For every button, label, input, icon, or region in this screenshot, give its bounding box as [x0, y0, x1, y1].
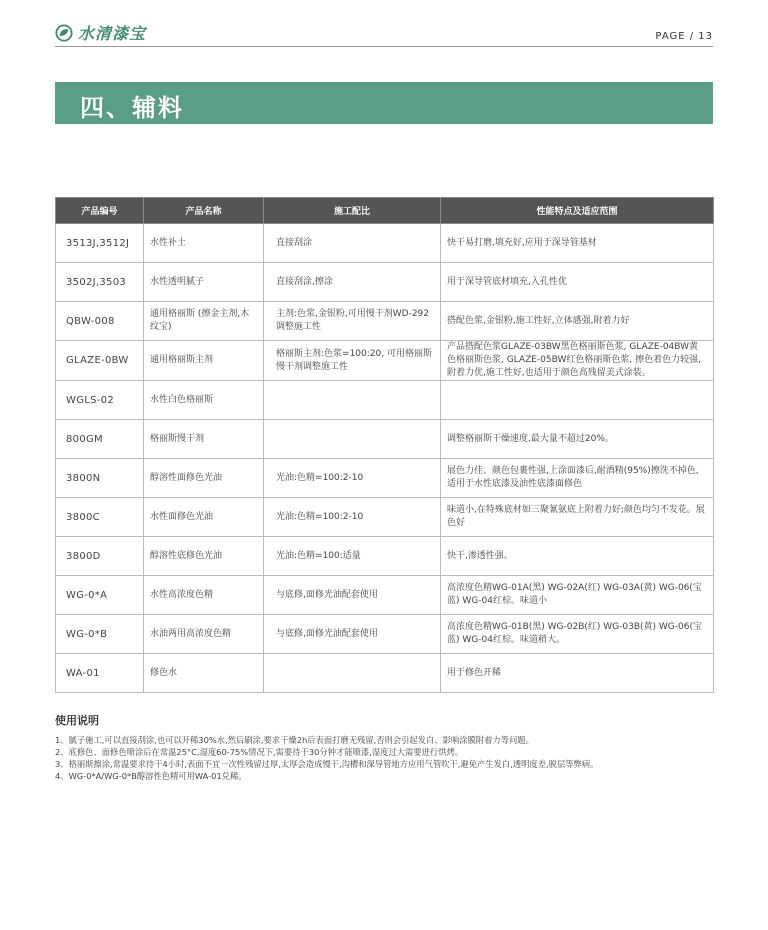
product-table: [55, 197, 714, 693]
cell-feature: 高浓度色精WG-01A(黑) WG-02A(红) WG-03A(黄) WG-06(宝蓝) WG-04红棕。味道小: [441, 576, 714, 615]
cell-code: WGLS-02: [56, 381, 144, 420]
cell-mix: 光油:色精=100:2-10: [264, 459, 441, 498]
cell-code: WG-0*A: [56, 576, 144, 615]
cell-feature: 高浓度色精WG-01B(黑) WG-02B(红) WG-03B(黄) WG-06(宝蓝) WG-04红棕。味道稍大。: [441, 615, 714, 654]
cell-code: WA-01: [56, 654, 144, 693]
cell-name: 水性白色格丽斯: [144, 381, 264, 420]
cell-code: QBW-008: [56, 302, 144, 341]
cell-name: 水性高浓度色精: [144, 576, 264, 615]
usage-notes: [55, 712, 735, 782]
cell-code: 800GM: [56, 420, 144, 459]
cell-name: 修色水: [144, 654, 264, 693]
cell-mix: 直接刮涂,擦涂: [264, 263, 441, 302]
cell-feature: 快干,渗透性强。: [441, 537, 714, 576]
cell-feature: 用于修色开稀: [441, 654, 714, 693]
note-item: 1、腻子施工,可以直接刮涂,也可以开稀30%水,然后刷涂,要求干燥2h后表面打磨无残留,否则会引起发白、影响涂膜附着力等问题。: [55, 735, 534, 745]
cell-mix: [264, 654, 441, 693]
table-row: [56, 459, 714, 498]
cell-feature: [441, 381, 714, 420]
note-item: 4、WG-0*A/WG-0*B醇溶性色精可用WA-01兑稀。: [55, 771, 247, 781]
table-row: [56, 537, 714, 576]
cell-name: 水性补土: [144, 224, 264, 263]
cell-mix: 主剂:色浆,金银粉,可用慢干剂WD-292调整施工性: [264, 302, 441, 341]
column-header-feature: 性能特点及适应范围: [441, 198, 714, 224]
table-header-row: [56, 198, 714, 224]
section-banner: [55, 82, 713, 124]
cell-code: 3502J,3503: [56, 263, 144, 302]
cell-code: GLAZE-0BW: [56, 341, 144, 381]
column-header-name: 产品名称: [144, 198, 264, 224]
page-header: [55, 21, 713, 47]
table-row: [56, 224, 714, 263]
table-row: [56, 615, 714, 654]
leaf-circle-icon: [55, 24, 73, 42]
cell-mix: 格丽斯主剂:色浆=100:20, 可用格丽斯慢干剂调整施工性: [264, 341, 441, 381]
cell-code: WG-0*B: [56, 615, 144, 654]
cell-mix: 与底修,面修光油配套使用: [264, 615, 441, 654]
cell-feature: 快干易打磨,填充好,应用于深导管基材: [441, 224, 714, 263]
cell-mix: [264, 420, 441, 459]
table-row: [56, 420, 714, 459]
column-header-code: 产品编号: [56, 198, 144, 224]
cell-name: 通用格丽斯主剂: [144, 341, 264, 381]
cell-mix: [264, 381, 441, 420]
notes-title: 使用说明: [55, 714, 99, 727]
cell-name: 格丽斯慢干剂: [144, 420, 264, 459]
cell-code: 3800D: [56, 537, 144, 576]
cell-mix: 光油:色精=100:2-10: [264, 498, 441, 537]
cell-mix: 与底修,面修光油配套使用: [264, 576, 441, 615]
brand-name: 水清漆宝: [78, 24, 147, 43]
table-row: [56, 576, 714, 615]
note-item: 2、底修色、面修色喷涂后在常温25°C,湿度60-75%情况下,需要待干30分钟才能喷漆,湿度过大需要进行烘烤。: [55, 747, 464, 757]
header-divider: [55, 46, 713, 47]
page-number: PAGE / 13: [655, 31, 713, 42]
section-title: 四、辅料: [80, 94, 184, 122]
cell-name: 水性透明腻子: [144, 263, 264, 302]
table-row: [56, 654, 714, 693]
note-item: 3、格丽斯擦涂,常温要求待干4小时,表面不宜一次性残留过厚,太厚会造成慢干,沟槽和深导管地方应用气管吹干,避免产生发白,透明度差,脱层等弊病。: [55, 759, 599, 769]
cell-feature: 搭配色浆,金银粉,施工性好,立体感强,附着力好: [441, 302, 714, 341]
cell-mix: 直接刮涂: [264, 224, 441, 263]
brand-logo: [55, 21, 146, 44]
cell-feature: 产品搭配色浆GLAZE-03BW黑色格丽斯色浆, GLAZE-04BW黄色格丽斯色浆, GLAZE-05BW红色格丽斯色浆, 擦色着色力较强,附着力优,施工性好,也适用于颜色高残留美式涂装。: [441, 341, 714, 381]
cell-name: 醇溶性底修色光油: [144, 537, 264, 576]
cell-mix: 光油:色精=100:适量: [264, 537, 441, 576]
cell-feature: 用于深导管底材填充,入孔性优: [441, 263, 714, 302]
column-header-mix: 施工配比: [264, 198, 441, 224]
table-row: [56, 498, 714, 537]
cell-code: 3800N: [56, 459, 144, 498]
table-row: [56, 341, 714, 381]
cell-code: 3800C: [56, 498, 144, 537]
cell-name: 水性面修色光油: [144, 498, 264, 537]
cell-feature: 展色力佳、颜色包裹性强,上涂面漆后,耐酒精(95%)擦洗不掉色,适用于水性底漆及油性底漆面修色: [441, 459, 714, 498]
table-row: [56, 302, 714, 341]
cell-name: 醇溶性面修色光油: [144, 459, 264, 498]
cell-feature: 味道小,在特殊底材如三聚氰氨底上附着力好;颜色均匀不发花。展色好: [441, 498, 714, 537]
cell-name: 水油两用高浓度色精: [144, 615, 264, 654]
cell-name: 通用格丽斯 (擦金主剂,木纹宝): [144, 302, 264, 341]
table-row: [56, 263, 714, 302]
cell-code: 3513J,3512J: [56, 224, 144, 263]
table-row: [56, 381, 714, 420]
cell-feature: 调整格丽斯干燥速度,最大量不超过20%。: [441, 420, 714, 459]
